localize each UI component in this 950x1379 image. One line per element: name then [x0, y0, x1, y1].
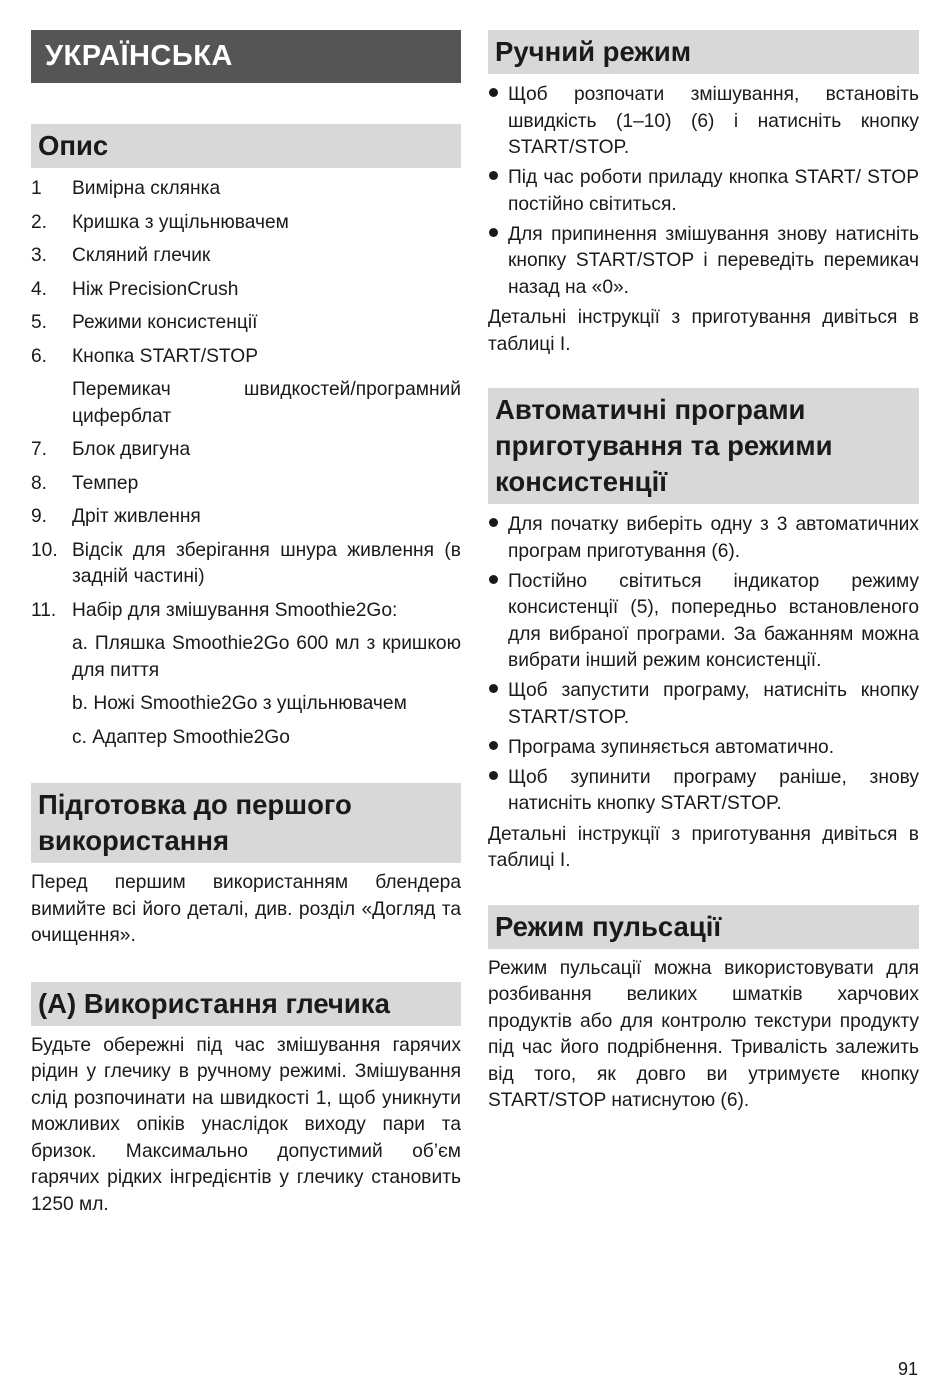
language-banner: УКРАЇНСЬКА: [31, 30, 461, 83]
sub-list-item: [31, 725, 461, 752]
list-item: [31, 310, 461, 337]
list-item-number: [31, 377, 72, 430]
list-item-number: 4.: [31, 278, 48, 300]
bullet-icon: [488, 569, 508, 675]
page-number: 91: [897, 1359, 918, 1379]
manual-bullets: [488, 82, 919, 301]
bullet-text: Для припинення змішування знову натисніть кнопку START/STOP і переведіть перемикач назад на «0».: [508, 223, 919, 298]
description-list: [31, 176, 461, 751]
list-item-text: Вимірна склянка: [72, 178, 221, 199]
list-item: [31, 377, 461, 430]
bullet-item: [488, 512, 919, 565]
list-item-number: 11.: [31, 599, 57, 621]
section-heading-jug: (А) Використання глечика: [31, 982, 461, 1026]
list-item-text: Блок двигуна: [72, 439, 191, 460]
section-heading-manual: Ручний режим: [488, 30, 919, 74]
list-item: [31, 504, 461, 531]
auto-note: Детальні інструкції з приготування дивіться в таблиці I.: [488, 823, 919, 871]
bullet-icon: [488, 222, 508, 302]
sub-list-item: [31, 691, 461, 718]
list-item-text: Скляний глечик: [72, 245, 211, 266]
sub-list-item-text: b. Ножі Smoothie2Go з ущільнювачем: [72, 693, 407, 714]
list-item: [31, 176, 461, 203]
bullet-item: [488, 165, 919, 218]
bullet-text: Постійно світиться індикатор режиму консистенції (5), попередньо встановленого для вибраної програми. За бажанням можна вибрати інший режим консистенції.: [508, 570, 919, 671]
left-column: [31, 30, 461, 1218]
list-item-text: Кнопка START/STOP: [72, 345, 258, 367]
section-heading-opys: Опис: [31, 124, 461, 168]
pulse-text: Режим пульсації можна використовувати для розбивання великих шматків харчових продуктів або для контролю текстури продукту під час його подрібнення. Тривалість залежить від того, як довго ви утримуєте кнопку START/STOP натиснутою (6).: [488, 957, 919, 1111]
bullet-icon: [488, 765, 508, 818]
list-item: [31, 277, 461, 304]
list-item-text: Перемикач швидкостей/програмний циферблат: [72, 379, 461, 427]
manual-note: Детальні інструкції з приготування дивіться в таблиці I.: [488, 307, 919, 355]
list-item-text: Темпер: [72, 472, 139, 494]
list-item-number: 3.: [31, 245, 48, 266]
bullet-text: Щоб запустити програму, натисніть кнопку START/STOP.: [508, 680, 919, 728]
sub-list-item-text: c. Адаптер Smoothie2Go: [72, 726, 290, 748]
list-item-text: Ніж PrecisionCrush: [72, 278, 239, 300]
sub-list-item: [31, 631, 461, 684]
section-heading-auto-programs: Автоматичні програми приготування та режими консистенції: [488, 388, 919, 504]
list-item-text: Режими консистенції: [72, 312, 258, 333]
bullet-item: [488, 735, 919, 762]
section-heading-pulse: Режим пульсації: [488, 905, 919, 949]
list-item-number: 8.: [31, 472, 48, 494]
list-item: [31, 538, 461, 591]
bullet-item: [488, 222, 919, 302]
list-item: [31, 344, 461, 371]
bullet-item: [488, 82, 919, 162]
list-item-text: Кришка з ущільнювачем: [72, 211, 289, 233]
list-item: [31, 210, 461, 237]
list-item-number: 9.: [31, 506, 48, 527]
right-column: [488, 30, 919, 1115]
list-item: [31, 437, 461, 464]
bullet-text: Під час роботи приладу кнопка START/ STOP постійно світиться.: [508, 167, 919, 215]
section-heading-preparation: Підготовка до першого використання: [31, 783, 461, 863]
list-item-number: 2.: [31, 211, 48, 233]
bullet-icon: [488, 165, 508, 218]
bullet-icon: [488, 678, 508, 731]
list-item: [31, 598, 461, 625]
bullet-item: [488, 765, 919, 818]
list-item-number: 7.: [31, 439, 48, 460]
bullet-item: [488, 678, 919, 731]
jug-text: Будьте обережні під час змішування гарячих рідин у глечику в ручному режимі. Змішування слід розпочинати на швидкості 1, щоб уникнути можливих опіків унаслідок виходу пари та бризок. Максимально допустимий об’єм гарячих рідких інгредієнтів у глечику становить 1250 мл.: [31, 1034, 461, 1215]
auto-bullets: [488, 512, 919, 818]
bullet-icon: [488, 512, 508, 565]
list-item-text: Відсік для зберігання шнура живлення (в задній частині): [72, 539, 461, 587]
bullet-text: Для початку виберіть одну з 3 автоматичних програм приготування (6).: [508, 514, 919, 562]
bullet-icon: [488, 735, 508, 762]
bullet-icon: [488, 82, 508, 162]
list-item-text: Набір для змішування Smoothie2Go:: [72, 599, 398, 621]
bullet-item: [488, 569, 919, 675]
sub-list-item-text: a. Пляшка Smoothie2Go 600 мл з кришкою для пиття: [72, 633, 461, 681]
list-item-number: 10.: [31, 539, 58, 561]
bullet-text: Щоб зупинити програму раніше, знову натисніть кнопку START/STOP.: [508, 766, 919, 814]
list-item-number: 1: [31, 178, 42, 199]
list-item: [31, 243, 461, 270]
bullet-text: Програма зупиняється автоматично.: [508, 736, 835, 758]
bullet-text: Щоб розпочати змішування, встановіть швидкість (1–10) (6) і натисніть кнопку START/STOP.: [508, 84, 919, 158]
list-item-text: Дріт живлення: [72, 506, 201, 527]
preparation-text: Перед першим використанням блендера вимийте всі його деталі, див. розділ «Догляд та очищення».: [31, 872, 461, 946]
list-item: [31, 471, 461, 498]
list-item-number: 6.: [31, 345, 48, 367]
list-item-number: 5.: [31, 312, 48, 333]
